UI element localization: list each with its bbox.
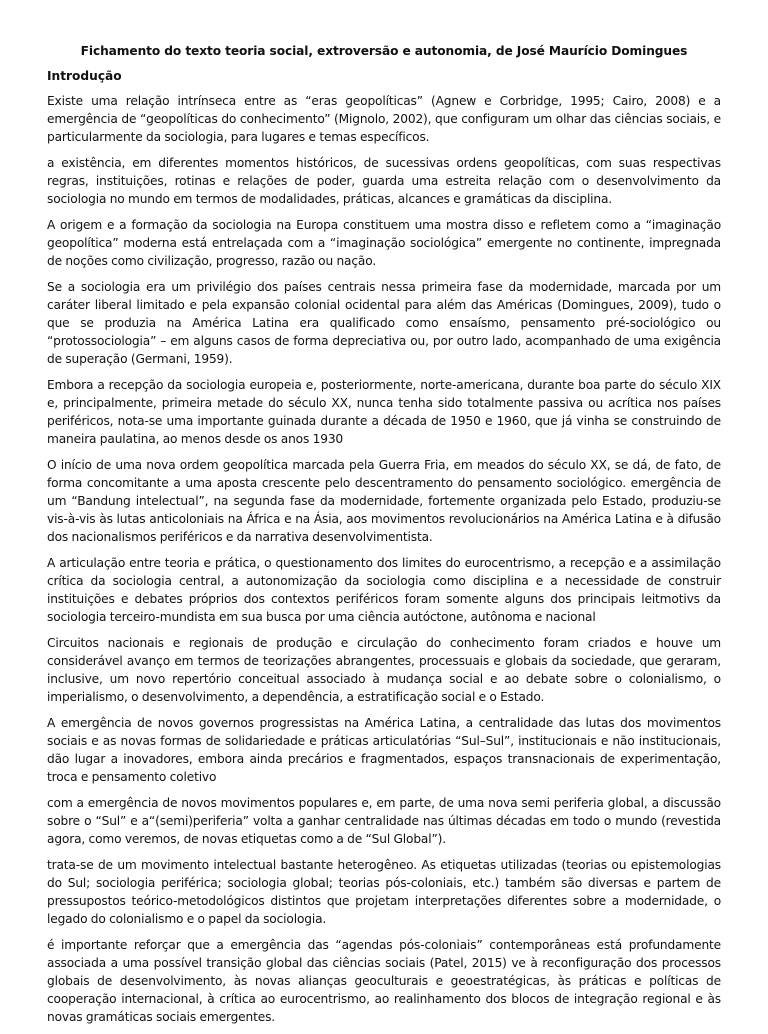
paragraph: com a emergência de novos movimentos populares e, em parte, de uma nova semi periferia global, a discussão sobre o “Sul” e a“(semi)periferia” volta a ganhar centralidade nas últimas décadas em todo o mundo (revestida agora, como veremos, de novas etiquetas como a de “Sul Global”). xyxy=(47,796,721,846)
document-body xyxy=(47,92,721,1026)
section-heading: Introdução xyxy=(47,69,122,83)
paragraph: Embora a recepção da sociologia europeia e, posteriormente, norte-americana, durante boa parte do século XIX e, principalmente, primeira metade do século XX, nunca tenha sido totalmente passiva ou acrítica nos países periféricos, nota-se uma importante guinada durante a década de 1950 e 1960, que já vinha se construindo de maneira paulatina, ao menos desde os anos 1930 xyxy=(47,378,721,446)
paragraph: é importante reforçar que a emergência das “agendas pós-coloniais” contemporâneas está profundamente associada a uma possível transição global das ciências sociais (Patel, 2015) ve à reconfiguração dos processos globais de desenvolvimento, às novas alianças geoculturais e geoestratégicas, às práticas e políticas de cooperação internacional, à crítica ao eurocentrismo, ao realinhamento dos blocos de integração regional e às novas gramáticas sociais emergentes. xyxy=(47,938,721,1024)
paragraph: Existe uma relação intrínseca entre as “eras geopolíticas” (Agnew e Corbridge, 1995; Cairo, 2008) e a emergência de “geopolíticas do conhecimento” (Mignolo, 2002), que configuram um olhar das ciências sociais, e particularmente da sociologia, para lugares e temas específicos. xyxy=(47,94,721,144)
paragraph: A articulação entre teoria e prática, o questionamento dos limites do eurocentrismo, a recepção e a assimilação crítica da sociologia central, a autonomização da sociologia como disciplina e a necessidade de construir instituições e debates próprios dos contextos periféricos foram somente alguns dos principais leitmotivs da sociologia terceiro-mundista em sua busca por uma ciência autóctone, autônoma e nacional xyxy=(47,556,721,624)
paragraph: A emergência de novos governos progressistas na América Latina, a centralidade das lutas dos movimentos sociais e as novas formas de solidariedade e práticas articulatórias “Sul–Sul”, institucionais e não institucionais, dão lugar a inovadores, embora ainda precários e fragmentados, espaços transnacionais de experimentação, troca e pensamento coletivo xyxy=(47,716,721,784)
document-page xyxy=(47,42,721,1034)
paragraph: A origem e a formação da sociologia na Europa constituem uma mostra disso e refletem como a “imaginação geopolítica” moderna está entrelaçada com a “imaginação sociológica” emergente no continente, impregnada de noções como civilização, progresso, razão ou nação. xyxy=(47,218,721,268)
document-title: Fichamento do texto teoria social, extroversão e autonomia, de José Maurício Domingues xyxy=(80,44,688,58)
paragraph: trata-se de um movimento intelectual bastante heterogêneo. As etiquetas utilizadas (teorias ou epistemologias do Sul; sociologia periférica; sociologia global; teorias pós-coloniais, etc.) também são diversas e partem de pressupostos teórico-metodológicos distintos que projetam interpretações diferentes sobre a modernidade, o legado do colonialismo e o papel da sociologia. xyxy=(47,858,721,926)
paragraph: Se a sociologia era um privilégio dos países centrais nessa primeira fase da modernidade, marcada por um caráter liberal limitado e pela expansão colonial ocidental para além das Américas (Domingues, 2009), tudo o que se produzia na América Latina era qualificado como ensaísmo, pensamento pré-sociológico ou “protossociologia” – em alguns casos de forma depreciativa ou, por outro lado, acompanhado de uma exigência de superação (Germani, 1959). xyxy=(47,280,721,366)
paragraph: a existência, em diferentes momentos históricos, de sucessivas ordens geopolíticas, com suas respectivas regras, instituições, rotinas e relações de poder, guarda uma estreita relação com o desenvolvimento da sociologia no mundo em termos de modalidades, práticas, alcances e gramáticas da disciplina. xyxy=(47,156,721,206)
paragraph: O início de uma nova ordem geopolítica marcada pela Guerra Fria, em meados do século XX, se dá, de fato, de forma concomitante a uma aposta crescente pelo descentramento do pensamento sociológico. emergência de um “Bandung intelectual”, na segunda fase da modernidade, fortemente organizada pelo Estado, produziu-se vis-à-vis às lutas anticoloniais na África e na Ásia, aos movimentos revolucionários na América Latina e à difusão dos nacionalismos periféricos e da narrativa desenvolvimentista. xyxy=(47,458,721,544)
paragraph: Circuitos nacionais e regionais de produção e circulação do conhecimento foram criados e houve um considerável avanço em termos de teorizações abrangentes, processuais e globais da sociedade, que geraram, inclusive, um novo repertório conceitual associado à mudança social e ao debate sobre o colonialismo, o imperialismo, o desenvolvimento, a dependência, a estratificação social e o Estado. xyxy=(47,636,721,704)
